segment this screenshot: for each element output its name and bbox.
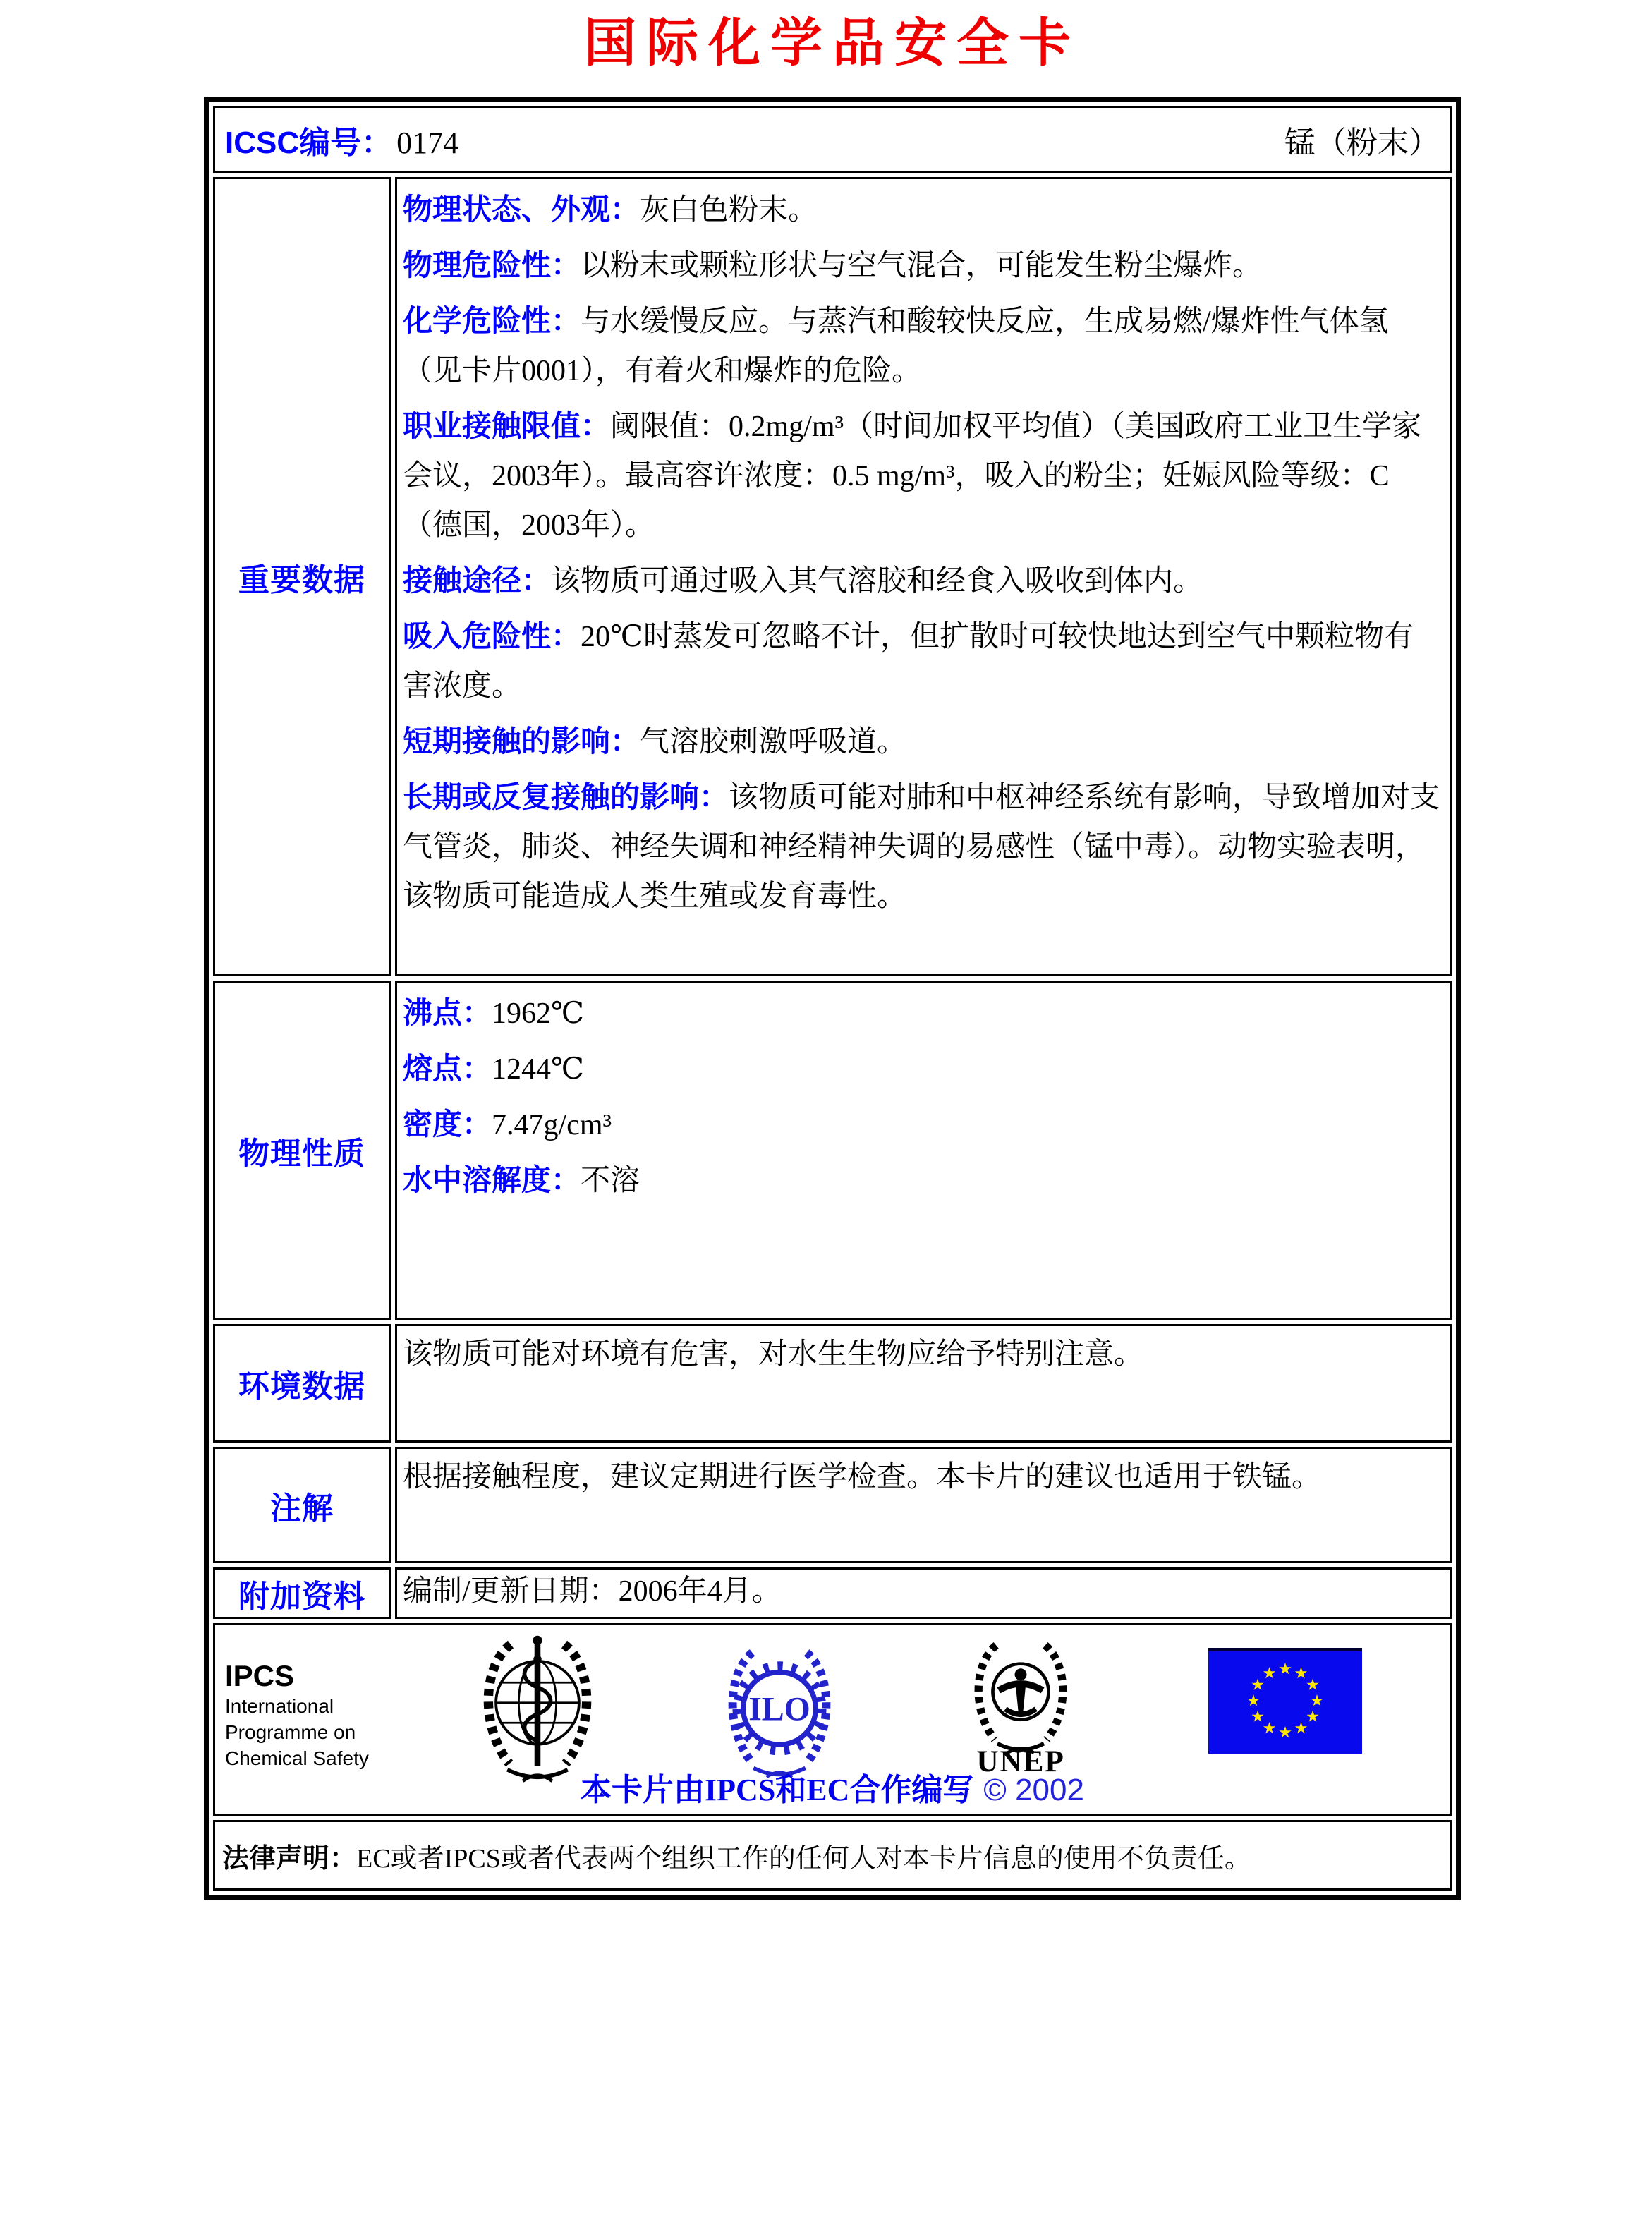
field-value: 以粉末或颗粒形状与空气混合，可能发生粉尘爆炸。 [581,250,1263,282]
ipcs-title: IPCS [225,1659,295,1692]
ipcs-text-block [225,1659,369,1771]
field-value: 不溶 [581,1165,640,1197]
field-value: 灰白色粉末。 [640,194,818,226]
field-paragraph [403,772,1443,921]
field-paragraph [403,1044,1443,1094]
unep-logo [964,1636,1077,1776]
section-label-environmental-data: 环境数据 [213,1324,391,1443]
unep-logo-text: UNEP [976,1745,1065,1776]
field-value: 20℃时蒸发可忽略不计，但扩散时可较快地达到空气中颗粒物有害浓度。 [403,621,1414,703]
field-value: 该物质可通过吸入其气溶胶和经食入吸收到体内。 [551,565,1203,597]
cooperation-caption-text: 本卡片由IPCS和EC合作编写 [581,1773,974,1807]
field-paragraph [403,296,1443,396]
field-paragraph [403,1332,1443,1377]
legal-text: EC或者IPCS或者代表两个组织工作的任何人对本卡片信息的使用不负责任。 [356,1843,1251,1874]
section-label-notes: 注解 [213,1447,391,1563]
field-value: 7.47g/cm³ [492,1109,612,1141]
field-paragraph [403,1100,1443,1150]
eu-flag-icon [1208,1648,1362,1754]
field-value: 气溶胶刺激呼吸道。 [640,726,907,758]
field-label: 化学危险性： [403,304,581,337]
field-paragraph [403,241,1443,291]
section-content-physical-properties [395,981,1452,1320]
icsc-number-value: 0174 [396,125,459,160]
section-content-notes [395,1447,1452,1563]
section-content-environmental-data [395,1324,1452,1443]
field-paragraph [403,717,1443,767]
section-row-physical-properties [213,981,1452,1320]
section-label-additional-information: 附加资料 [213,1567,391,1619]
section-row-additional-information [213,1567,1452,1619]
field-label: 沸点： [403,996,492,1029]
icsc-card [204,97,1461,1900]
field-paragraph [403,1571,1443,1612]
icsc-number-group [225,117,458,162]
field-paragraph [403,185,1443,235]
field-label: 接触途径： [403,564,552,597]
section-label-important-data: 重要数据 [213,177,391,976]
legal-cell [213,1820,1452,1891]
page-title: 国际化学品安全卡 [584,13,1081,72]
ipcs-subtitle-line: International [225,1695,334,1717]
field-label: 熔点： [403,1052,492,1085]
ipcs-subtitle-line: Programme on [225,1721,356,1743]
field-label: 吸入危险性： [403,619,581,653]
field-value: 1962℃ [492,997,584,1030]
section-row-important-data [213,177,1452,976]
field-value: 编制/更新日期：2006年4月。 [403,1575,782,1608]
legal-row [213,1820,1452,1891]
field-paragraph [403,556,1443,606]
field-label: 密度： [403,1108,492,1141]
field-value: 该物质可能对环境有危害，对水生生物应给予特别注意。 [403,1338,1144,1371]
field-value: 根据接触程度，建议定期进行医学检查。本卡片的建议也适用于铁锰。 [403,1461,1322,1493]
field-label: 物理状态、外观： [403,193,640,226]
cooperation-caption [215,1764,1450,1809]
section-row-environmental-data [213,1324,1452,1443]
field-paragraph [403,401,1443,550]
field-label: 长期或反复接触的影响： [403,780,729,813]
substance-name: 锰（粉末） [1284,125,1440,160]
logos-cell [213,1623,1452,1816]
field-paragraph [403,1455,1443,1500]
header-row [213,106,1452,173]
field-label: 水中溶解度： [403,1163,581,1196]
field-value: 与水缓慢反应。与蒸汽和酸较快反应，生成易燃/爆炸性气体氢（见卡片0001），有着火和爆炸的危险。 [403,305,1389,387]
section-content-additional-information [395,1567,1452,1619]
logos-row [213,1623,1452,1816]
field-paragraph [403,612,1443,711]
field-label: 短期接触的影响： [403,724,640,758]
section-label-physical-properties: 物理性质 [213,981,391,1320]
ilo-logo-text: ILO [748,1690,810,1728]
field-paragraph [403,988,1443,1038]
ipcs-subtitle-line: Chemical Safety [225,1747,369,1769]
field-label: 物理危险性： [403,248,581,281]
field-value: 阈限值：0.2mg/m³（时间加权平均值）（美国政府工业卫生学家会议，2003年）。最高容许浓度：0.5 mg/m³，吸入的粉尘；妊娠风险等级：C（德国，2003年）。 [403,411,1422,542]
field-paragraph [403,1155,1443,1206]
field-value: 1244℃ [492,1053,584,1086]
icsc-number-label: ICSC编号： [225,125,393,160]
header-cell [213,106,1452,173]
field-value: 该物质可能对肺和中枢神经系统有影响，导致增加对支气管炎，肺炎、神经失调和神经精神失调的易感性（锰中毒）。动物实验表明，该物质可能造成人类生殖或发育毒性。 [403,782,1440,913]
copyright-text: © 2002 [983,1773,1084,1807]
legal-label: 法律声明： [222,1843,357,1874]
section-content-important-data [395,177,1452,976]
section-row-notes [213,1447,1452,1563]
field-label: 职业接触限值： [403,409,611,442]
